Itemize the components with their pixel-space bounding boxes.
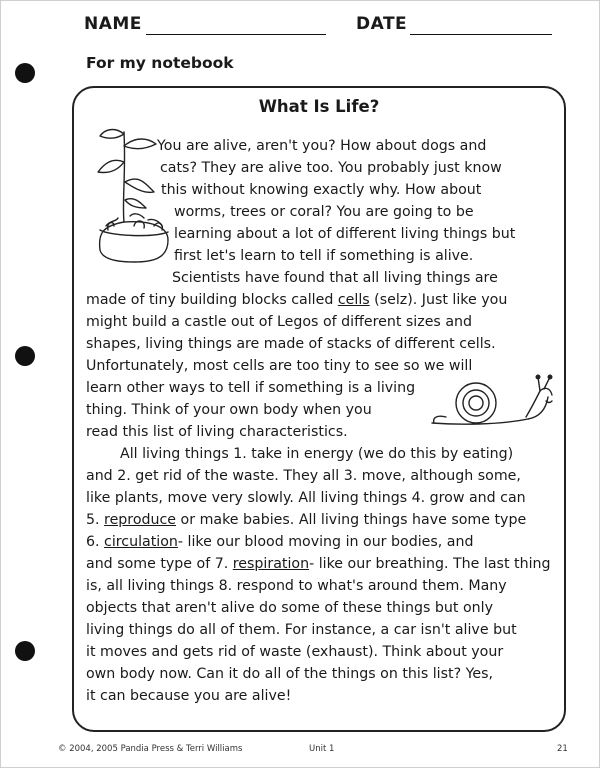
body-line: read this list of living characteristics. bbox=[86, 424, 348, 440]
body-line: learning about a lot of different living things but bbox=[174, 226, 516, 242]
body-line: You are alive, aren't you? How about dogs and bbox=[157, 138, 487, 154]
snail-illustration bbox=[428, 373, 560, 429]
body-line: first let's learn to tell if something is alive. bbox=[174, 248, 474, 264]
page-number: 21 bbox=[557, 744, 568, 754]
body-line: thing. Think of your own body when you bbox=[86, 402, 372, 418]
body-line: Unfortunately, most cells are too tiny to see so we will bbox=[86, 358, 473, 374]
binder-hole bbox=[15, 63, 35, 83]
body-line: like plants, move very slowly. All living things 4. grow and can bbox=[86, 490, 526, 506]
body-line: All living things 1. take in energy (we do this by eating) bbox=[120, 446, 514, 462]
body-line: made of tiny building blocks called cells (selz). Just like you bbox=[86, 292, 508, 308]
worksheet-header bbox=[84, 12, 564, 42]
term-reproduce: reproduce bbox=[104, 512, 177, 528]
body-line: it can because you are alive! bbox=[86, 688, 292, 704]
body-line: cats? They are alive too. You probably just know bbox=[160, 160, 502, 176]
binder-hole bbox=[15, 641, 35, 661]
term-circulation: circulation bbox=[104, 534, 178, 550]
body-line: is, all living things 8. respond to what's around them. Many bbox=[86, 578, 507, 594]
unit-label: Unit 1 bbox=[309, 744, 335, 754]
body-line: worms, trees or coral? You are going to be bbox=[174, 204, 474, 220]
name-label: NAME bbox=[84, 14, 142, 34]
body-line: might build a castle out of Legos of different sizes and bbox=[86, 314, 473, 330]
body-line: and 2. get rid of the waste. They all 3. move, although some, bbox=[86, 468, 521, 484]
term-cells: cells bbox=[337, 292, 370, 308]
page-title: What Is Life? bbox=[258, 97, 380, 116]
body-line: 5. reproduce or make babies. All living things have some type bbox=[86, 512, 527, 528]
copyright-text: © 2004, 2005 Pandia Press & Terri Williams bbox=[58, 744, 243, 754]
term-respiration: respiration bbox=[232, 556, 310, 572]
date-field[interactable] bbox=[410, 34, 552, 35]
subheading: For my notebook bbox=[86, 54, 234, 72]
body-line: 6. circulation- like our blood moving in our bodies, and bbox=[86, 534, 474, 550]
body-line: it moves and gets rid of waste (exhaust). Think about your bbox=[86, 644, 504, 660]
body-line: learn other ways to tell if something is a living bbox=[86, 380, 416, 396]
body-line: and some type of 7. respiration- like our breathing. The last thing bbox=[86, 556, 551, 572]
binder-hole bbox=[15, 346, 35, 366]
body-line: objects that aren't alive do some of these things but only bbox=[86, 600, 493, 616]
body-line: this without knowing exactly why. How about bbox=[161, 182, 482, 198]
date-label: DATE bbox=[356, 14, 408, 34]
body-line: own body now. Can it do all of the things on this list? Yes, bbox=[86, 666, 494, 682]
body-line: Scientists have found that all living things are bbox=[172, 270, 498, 286]
body-line: shapes, living things are made of stacks of different cells. bbox=[86, 336, 496, 352]
body-line: living things do all of them. For instance, a car isn't alive but bbox=[86, 622, 517, 638]
name-field[interactable] bbox=[146, 34, 326, 35]
